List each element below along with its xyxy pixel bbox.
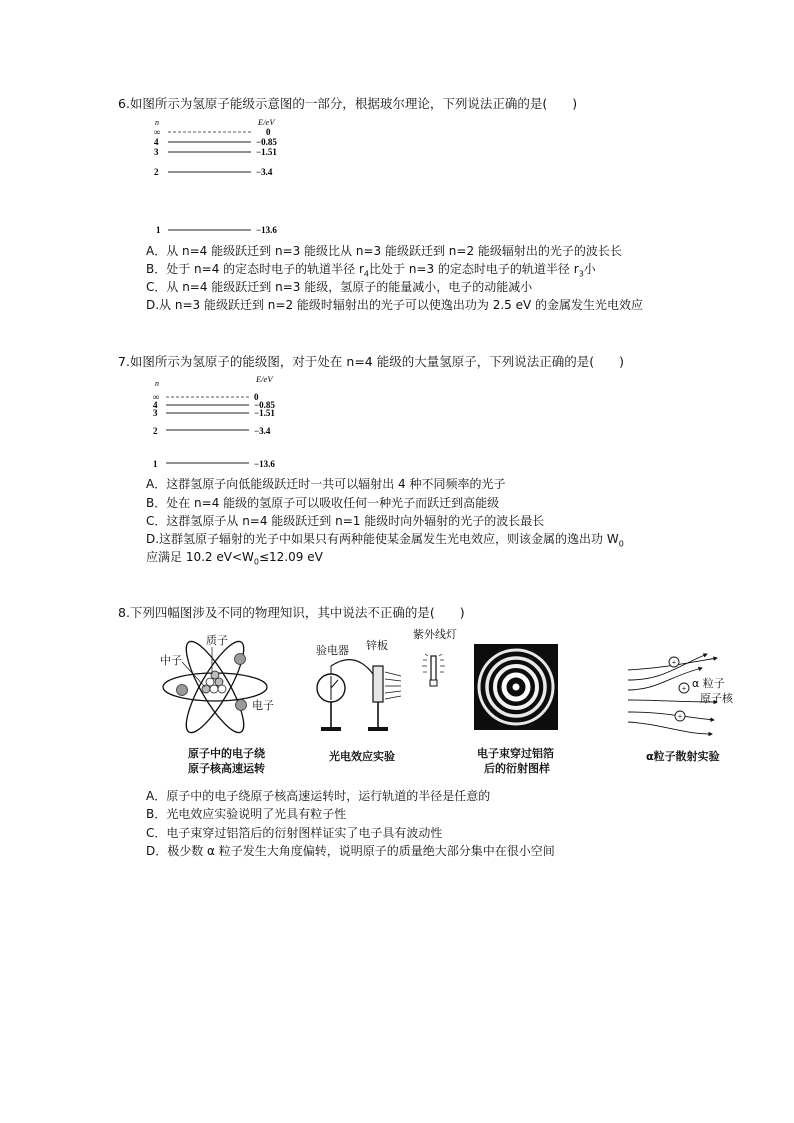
q7-e-header: E/eV (256, 374, 273, 384)
svg-text:+: + (671, 658, 677, 667)
neutron-pointer (182, 662, 205, 687)
alpha-particle-label: α 粒子 (692, 677, 725, 690)
q8-option-b: B．光电效应实验说明了光具有粒子性 (146, 807, 347, 821)
q6-level-3-n: 3 (154, 147, 159, 157)
q7-option-d-line1: D.这群氢原子辐射的光子中如果只有两种能使某金属发生光电效应，则该金属的逸出功 $W_0$ (146, 532, 624, 549)
q6-level-2-n: 2 (154, 167, 159, 177)
q7-level-1-e: −13.6 (254, 459, 275, 469)
q7-level-inf-e: 0 (254, 392, 259, 402)
q7-level-2-e: −3.4 (254, 426, 271, 436)
connecting-wire (331, 660, 373, 674)
q6-level-3-e: −1.51 (256, 147, 277, 157)
q8-option-a: A．原子中的电子绕原子核高速运转时，运行轨道的半径是任意的 (146, 789, 491, 803)
q7-option-b: B．处在 n=4 能级的氢原子可以吸收任何一种光子而跃迁到高能级 (146, 496, 500, 510)
q6-level-1-n: 1 (156, 225, 161, 235)
zinc-plate-label: 锌板 (366, 639, 388, 652)
q7-n-header: n (155, 379, 159, 388)
q6-level-inf-n: ∞ (154, 127, 161, 137)
svg-text:+: + (677, 712, 683, 721)
q7-level-4-e: −0.85 (254, 400, 275, 410)
q8-option-c: C．电子束穿过铝箔后的衍射图样证实了电子具有波动性 (146, 826, 443, 840)
q8-stem: 8.下列四幅图涉及不同的物理知识，其中说法不正确的是( ) (118, 605, 465, 620)
svg-text:+: + (681, 684, 687, 693)
electron-dot-1 (177, 685, 188, 696)
photoelectric-caption: 光电效应实验 (329, 750, 395, 763)
nucleus-label: 原子核 (700, 692, 733, 705)
q7-option-c: C．这群氢原子从 n=4 能级跃迁到 n=1 能级时向外辐射的光子的波长最长 (146, 514, 545, 528)
atom-caption-line1: 原子中的电子绕 (188, 747, 265, 760)
q8-option-d: D．极少数 α 粒子发生大角度偏转，说明原子的质量绝大部分集中在很小空间 (146, 844, 555, 858)
diffraction-caption-line2: 后的衍射图样 (484, 762, 550, 775)
q6-level-1-e: −13.6 (256, 225, 277, 235)
q7-stem: 7.如图所示为氢原子的能级图，对于处在 n=4 能级的大量氢原子，下列说法正确的是( ) (118, 354, 624, 369)
electron-label: 电子 (252, 699, 274, 712)
zinc-plate (373, 666, 383, 702)
proton-label: 质子 (206, 634, 228, 647)
q7-level-3-n: 3 (153, 408, 158, 418)
uv-rays (385, 672, 401, 699)
alpha-scattering-caption: α粒子散射实验 (646, 750, 720, 763)
q7-level-2-n: 2 (153, 426, 158, 436)
q6-level-2-e: −3.4 (256, 167, 273, 177)
diffraction-caption-line1: 电子束穿过铝箔 (477, 747, 554, 760)
q6-energy-level-diagram (150, 116, 280, 238)
q6-level-inf-e: 0 (266, 127, 271, 137)
q7-option-a: A．这群氢原子向低能级跃迁时一共可以辐射出 4 种不同频率的光子 (146, 477, 506, 491)
uv-lamp-label: 紫外线灯 (413, 628, 457, 641)
atom-caption-line2: 原子核高速运转 (188, 762, 265, 775)
q6-stem: 6.如图所示为氢原子能级示意图的一部分，根据玻尔理论，下列说法正确的是( ) (118, 96, 578, 111)
q6-level-4-e: −0.85 (256, 137, 277, 147)
electroscope-label: 验电器 (316, 644, 349, 657)
q7-level-3-e: −1.51 (254, 408, 275, 418)
q6-n-header: n (155, 118, 159, 127)
neutron-label: 中子 (160, 654, 182, 667)
electron-dot-3 (236, 700, 247, 711)
q6-option-b: B．处于 n=4 的定态时电子的轨道半径 $r_4$比处于 n=3 的定态时电子的轨道半径 $r_3$小 (146, 262, 596, 279)
q7-energy-level-diagram (150, 372, 280, 472)
electron-dot-2 (235, 654, 246, 665)
q7-level-4-n: 4 (153, 400, 158, 410)
q6-option-d: D.从 n=3 能级跃迁到 n=2 能级时辐射出的光子可以使逸出功为 2.5 eV 的金属发生光电效应 (146, 298, 644, 312)
q6-option-a: A．从 n=4 能级跃迁到 n=3 能级比从 n=3 能级跃迁到 n=2 能级辐射出的光子的波长长 (146, 244, 622, 258)
diffraction-pattern-figure (474, 644, 558, 730)
q7-level-1-n: 1 (153, 459, 158, 469)
q6-e-header: E/eV (258, 117, 275, 127)
uv-lamp (431, 656, 436, 682)
q7-option-d-line2: 应满足 10.2 $eV<W_0\le 12.09$ eV (146, 550, 323, 567)
q6-option-c: C．从 n=4 能级跃迁到 n=3 能级，氢原子的能量减小，电子的动能减小 (146, 280, 533, 294)
q7-level-inf-n: ∞ (153, 392, 160, 402)
q6-level-4-n: 4 (154, 137, 159, 147)
